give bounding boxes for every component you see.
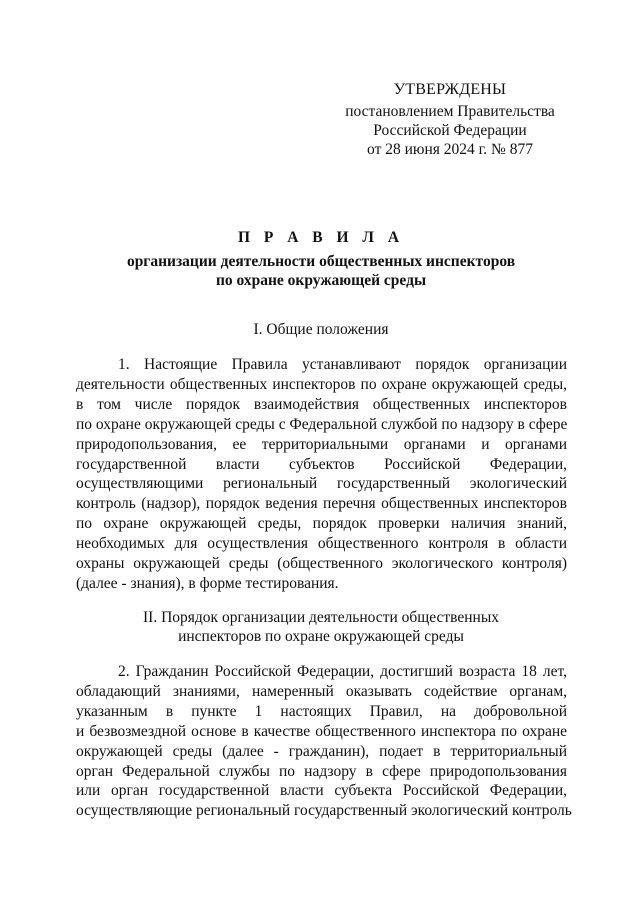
approval-line: от 28 июня 2024 г. № 877	[367, 141, 533, 158]
paragraph-line: и безвозмездной основе в качестве общественного инспектора по охране	[76, 722, 567, 740]
paragraph-line: контроль (надзор), порядок ведения перечня общественных инспекторов	[76, 495, 567, 513]
paragraph-line: деятельности общественных инспекторов по охране окружающей среды,	[76, 375, 567, 393]
title-line: по охране окружающей среды	[215, 272, 427, 289]
paragraph-line: природопользования, ее территориальными органами и органами	[76, 435, 567, 453]
paragraph-line: охраны окружающей среды (общественного экологического контроля)	[76, 555, 567, 573]
paragraph-1	[76, 355, 567, 594]
approval-stamp	[340, 80, 560, 159]
paragraph-line: окружающей среды (далее - гражданин), подает в территориальный	[76, 742, 567, 760]
paragraph-line: необходимых для осуществления общественного контроля в области	[76, 535, 567, 553]
paragraph-2	[76, 662, 572, 821]
section-2-heading	[76, 608, 566, 646]
paragraph-line: обладающий знаниями, намеренный оказывать содействие органам,	[76, 682, 567, 700]
section-2-heading-line: инспекторов по охране окружающей среды	[178, 628, 464, 645]
paragraph-line: государственной власти субъектов Российской Федерации,	[76, 455, 567, 473]
title-rules: П Р А В И Л А	[237, 229, 405, 246]
paragraph-line: осуществляющими региональный государственный экологический	[76, 475, 567, 493]
approval-line: постановлением Правительства	[345, 103, 555, 120]
section-1-heading: I. Общие положения	[253, 321, 389, 338]
paragraph-line: 1. Настоящие Правила устанавливают порядок организации	[118, 356, 567, 373]
paragraph-line: или орган государственной власти субъекта Российской Федерации,	[76, 782, 567, 800]
paragraph-line: по охране окружающей среды, порядок проверки наличия знаний,	[76, 515, 567, 533]
approval-heading: УТВЕРЖДЕНЫ	[393, 81, 507, 98]
paragraph-line: в том числе порядок взаимодействия общественных инспекторов	[76, 395, 567, 413]
title-line: организации деятельности общественных инспекторов	[126, 253, 516, 270]
paragraph-line: (далее - знания), в форме тестирования.	[76, 574, 339, 592]
document-title	[76, 228, 566, 290]
paragraph-line: 2. Гражданин Российской Федерации, достигший возраста 18 лет,	[118, 663, 567, 680]
paragraph-line: по охране окружающей среды с Федеральной службой по надзору в сфере	[76, 415, 568, 433]
paragraph-line: указанным в пункте 1 настоящих Правил, на добровольной	[76, 702, 567, 720]
approval-line: Российской Федерации	[373, 122, 527, 139]
section-2-heading-line: II. Порядок организации деятельности общественных	[143, 609, 499, 626]
paragraph-line: осуществляющие региональный государственный экологический контроль	[76, 802, 572, 820]
paragraph-line: орган Федеральной службы по надзору в сфере природопользования	[76, 762, 567, 780]
